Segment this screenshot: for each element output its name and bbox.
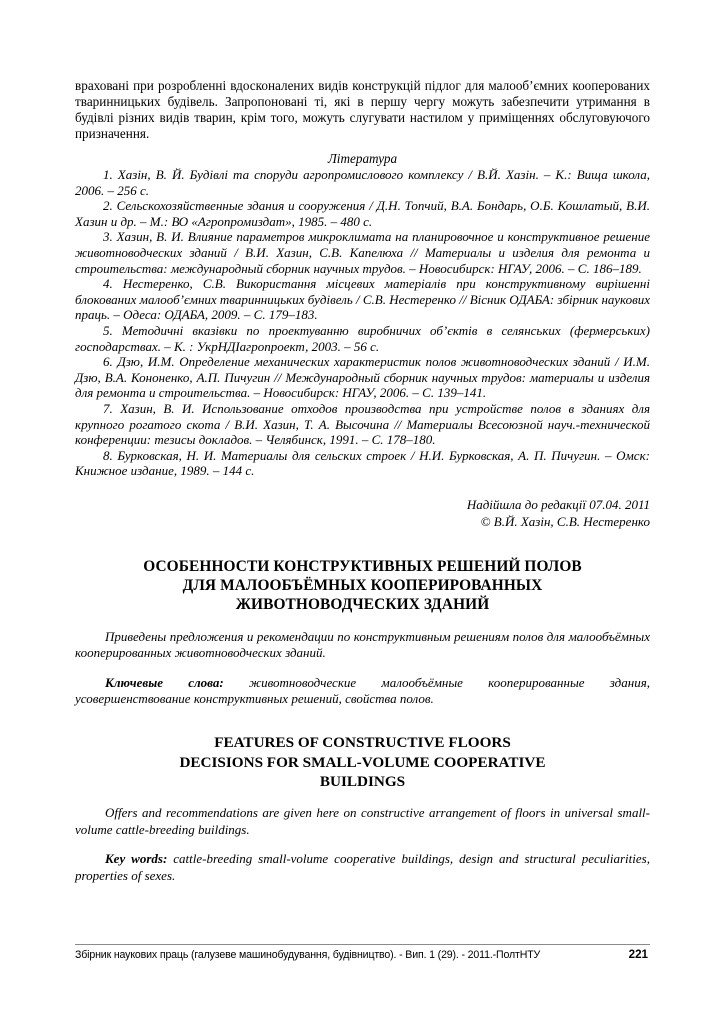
title-russian-line: ДЛЯ МАЛООБЪЁМНЫХ КООПЕРИРОВАННЫХ — [182, 577, 543, 595]
footer-journal-line: Збірник наукових праць (галузеве машинобудування, будівництво). - Вип. 1 (29). - 2011.-ПолтНТУ — [75, 949, 541, 961]
reference-item: 3. Хазин, В. И. Влияние параметров микроклимата на планировочное и конструктивное решение животноводческих зданий / В.И. Хазин, С.В. Капелюха // Материалы и изделия для ремонта и строительства: международный сборник научных трудов. – Новосибирск: НГАУ, 2006. – С. 186–189. — [75, 229, 650, 276]
title-russian — [75, 557, 650, 615]
title-russian-line: ОСОБЕННОСТИ КОНСТРУКТИВНЫХ РЕШЕНИЙ ПОЛОВ — [143, 557, 582, 575]
title-english-line: FEATURES OF CONSTRUCTIVE FLOORS — [214, 734, 511, 752]
abstract-english: Offers and recommendations are given here on constructive arrangement of floors in universal small-volume cattle-breeding buildings. — [75, 805, 650, 837]
abstract-russian: Приведены предложения и рекомендации по конструктивным решениям полов для малообъёмных кооперированных животноводческих зданий. — [75, 628, 650, 661]
reference-item: 7. Хазин, В. И. Использование отходов производства при устройстве полов в зданиях для крупного рогатого скота / В.И. Хазин, Т. А. Высочина // Материалы Всесоюзной науч.-технической конференции: тезисы докладов. – Челябинск, 1991. – С. 178–180. — [75, 400, 650, 448]
keywords-russian-label: Ключевые слова: — [105, 674, 224, 690]
keywords-russian — [75, 675, 650, 708]
reference-item: 1. Хазін, В. Й. Будівлі та споруди агропромислового комплексу / В.Й. Хазін. – К.: Вища школа, 2006. – 256 с. — [75, 167, 650, 198]
reference-item: 2. Сельскохозяйственные здания и сооружения / Д.Н. Топчий, В.А. Бондарь, О.Б. Кошлатый, В.И. Хазин и др. – М.: ВО «Агропромиздат», 1985. – 480 с. — [75, 198, 650, 229]
title-russian-line: ЖИВОТНОВОДЧЕСКИХ ЗДАНИЙ — [235, 596, 490, 614]
keywords-english-label: Key words: — [105, 851, 168, 867]
reference-item: 4. Нестеренко, С.В. Використання місцевих матеріалів при конструктивному вирішенні блокованих малооб’ємних тваринницьких будівель / С.В. Нестеренко // Вісник ОДАБА: збірник наукових праць. – Одеса: ОДАБА, 2009. – С. 179–183. — [75, 276, 650, 323]
keywords-english — [75, 851, 650, 884]
page-footer — [75, 944, 650, 961]
reference-item: 6. Дзю, И.М. Определение механических характеристик полов животноводческих зданий / И.М. Дзю, В.А. Кононенко, А.П. Пичугин // Международный сборник научных трудов: материалы и изделия для ремонта и строительства. – Новосибирск: НГАУ, 2006. – С. 139–141. — [75, 354, 650, 401]
reference-item: 5. Методичні вказівки по проектуванню виробничих об’єктів в селянських (фермерських) господарствах. – К. : УкрНДІагропроект, 2003. – 56 с. — [75, 322, 650, 354]
page-content — [75, 78, 650, 897]
submission-info — [75, 496, 650, 531]
keywords-english-text: cattle-breeding small-volume cooperative buildings, design and structural peculiarities, properties of sexes. — [75, 851, 650, 883]
copyright-line: © В.Й. Хазін, С.В. Нестеренко — [480, 514, 650, 530]
body-paragraph: враховані при розробленні вдосконалених видів конструкцій підлог для малооб’ємних кооперованих тваринницьких будівель. Запропоновані ті, які в першу чергу можуть забезпечити утримання в будівлі різних видів тварин, крім того, можуть слугувати настилом у приміщеннях обслуговуючого призначення. — [75, 78, 650, 141]
literature-heading: Література — [327, 151, 398, 166]
received-date: Надійшла до редакції 07.04. 2011 — [466, 496, 650, 512]
reference-item: 8. Бурковская, Н. И. Материалы для сельских строек / Н.И. Бурковская, А. П. Пичугин. – Омск: Книжное издание, 1989. – 144 с. — [75, 447, 650, 479]
title-english-line: DECISIONS FOR SMALL-VOLUME COOPERATIVE — [179, 753, 546, 771]
keywords-russian-text: животноводческие малообъёмные кооперированные здания, усовершенствование конструктивных решений, свойства полов. — [75, 674, 650, 706]
title-english — [75, 733, 650, 791]
reference-list — [75, 167, 650, 479]
footer-page-number: 221 — [628, 948, 648, 961]
title-english-line: BUILDINGS — [319, 772, 406, 790]
